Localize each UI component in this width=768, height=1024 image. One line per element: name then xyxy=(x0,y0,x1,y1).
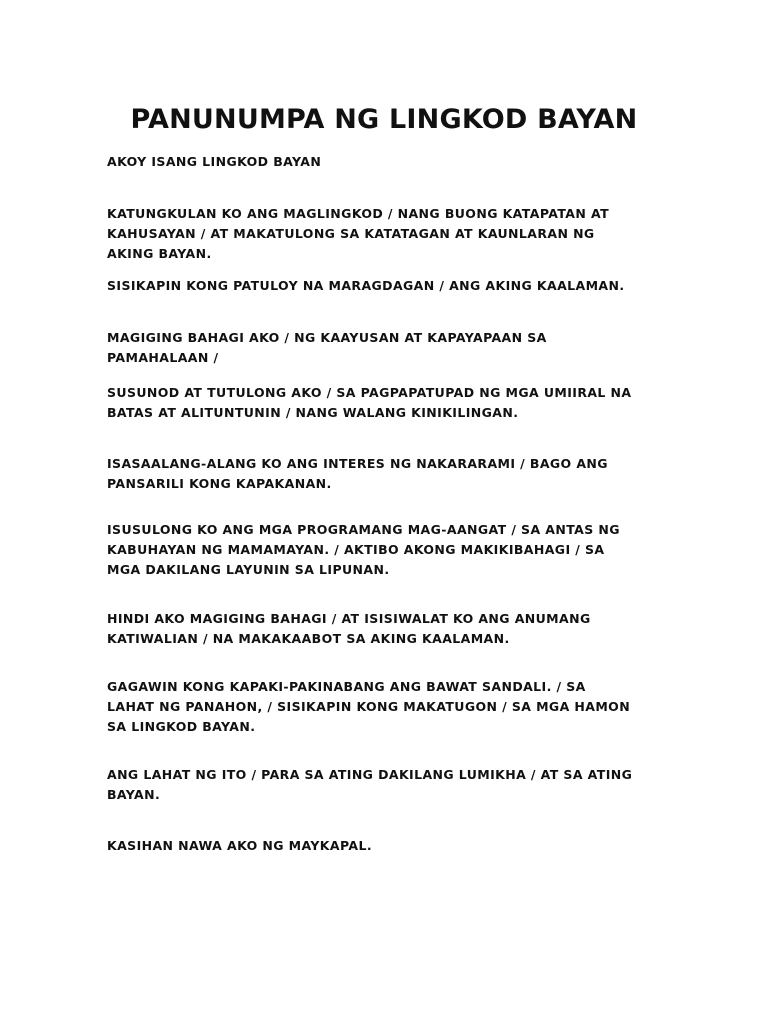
paragraph-10: ANG LAHAT NG ITO / PARA SA ATING DAKILANG LUMIKHA / AT SA ATING BAYAN. xyxy=(107,767,633,802)
paragraph-4: MAGIGING BAHAGI AKO / NG KAAYUSAN AT KAPAYAPAAN SA PAMAHALAAN / xyxy=(107,330,547,365)
document-title: PANUNUMPA NG LINGKOD BAYAN xyxy=(130,104,638,135)
paragraph-11: KASIHAN NAWA AKO NG MAYKAPAL. xyxy=(107,838,372,853)
paragraph-9: GAGAWIN KONG KAPAKI-PAKINABANG ANG BAWAT SANDALI. / SA LAHAT NG PANAHON, / SISIKAPIN KONG MAKATUGON / SA MGA HAMON SA LINGKOD BAYAN. xyxy=(107,679,631,734)
paragraph-3: SISIKAPIN KONG PATULOY NA MARAGDAGAN / ANG AKING KAALAMAN. xyxy=(107,278,625,293)
paragraph-6: ISASAALANG-ALANG KO ANG INTERES NG NAKARARAMI / BAGO ANG PANSARILI KONG KAPAKANAN. xyxy=(107,456,608,491)
paragraph-5: SUSUNOD AT TUTULONG AKO / SA PAGPAPATUPAD NG MGA UMIIRAL NA BATAS AT ALITUNTUNIN / NANG WALANG KINIKILINGAN. xyxy=(107,385,632,420)
paragraph-1: AKOY ISANG LINGKOD BAYAN xyxy=(107,154,322,169)
paragraph-7: ISUSULONG KO ANG MGA PROGRAMANG MAG-AANGAT / SA ANTAS NG KABUHAYAN NG MAMAMAYAN. / AKTIBO AKONG MAKIKIBAHAGI / SA MGA DAKILANG LAYUNIN SA LIPUNAN. xyxy=(107,522,620,577)
paragraph-8: HINDI AKO MAGIGING BAHAGI / AT ISISIWALAT KO ANG ANUMANG KATIWALIAN / NA MAKAKAABOT SA AKING KAALAMAN. xyxy=(107,611,591,646)
paragraph-2: KATUNGKULAN KO ANG MAGLINGKOD / NANG BUONG KATAPATAN AT KAHUSAYAN / AT MAKATULONG SA KATATAGAN AT KAUNLARAN NG AKING BAYAN. xyxy=(107,206,610,261)
